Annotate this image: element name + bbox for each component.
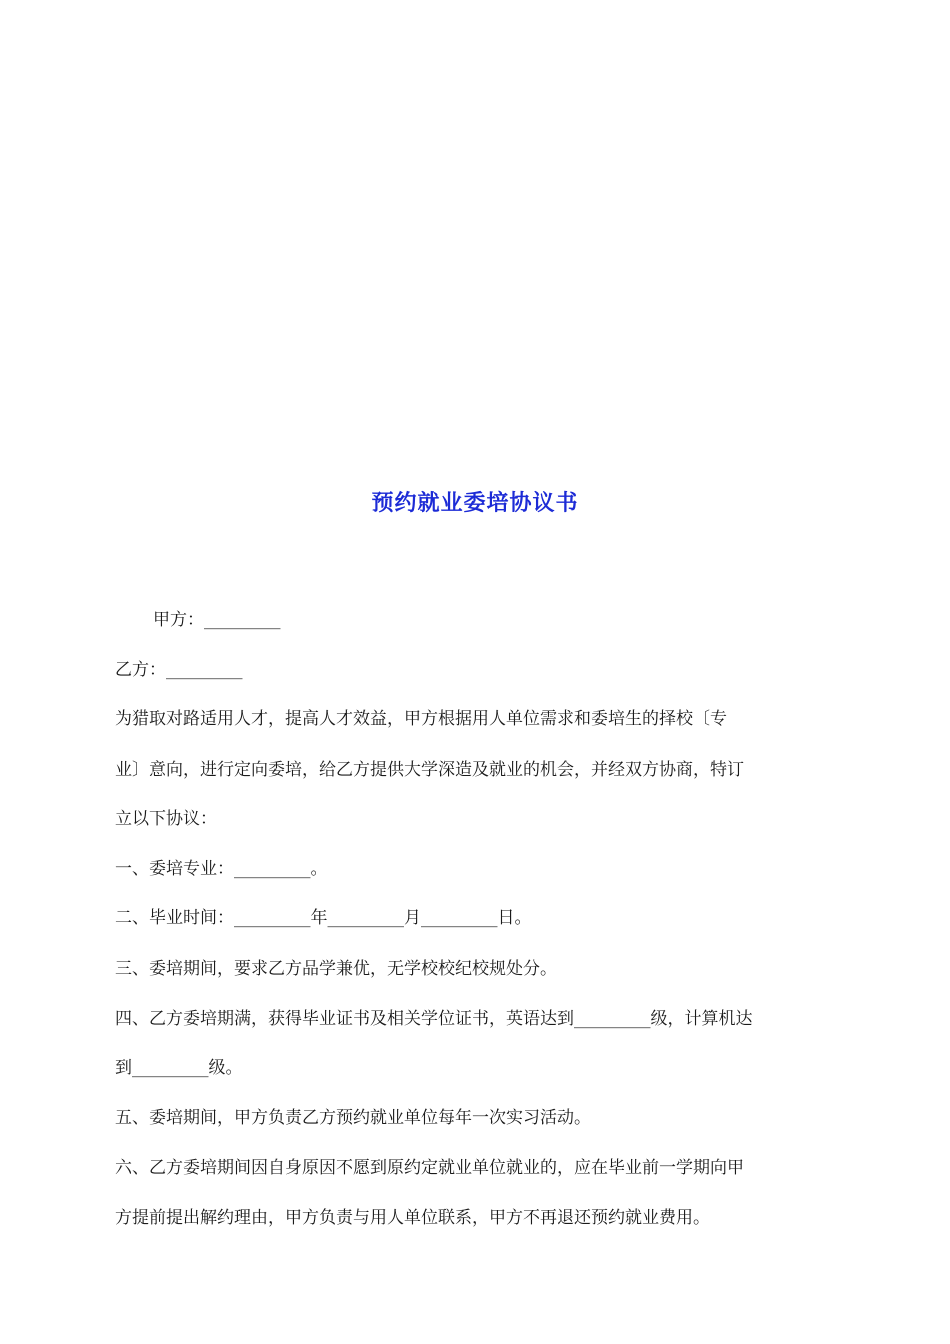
preamble-line-3: 立以下协议： <box>115 809 217 829</box>
preamble-line-2: 业〕意向，进行定向委培，给乙方提供大学深造及就业的机会，并经双方协商，特订 <box>115 760 744 780</box>
clause-1: 一、委培专业：_________。 <box>115 859 328 879</box>
document-title: 预约就业委培协议书 <box>371 490 579 516</box>
clause-2: 二、毕业时间：_________年_________月_________日。 <box>115 908 532 928</box>
party-a-line: 甲方：_________ <box>153 610 281 630</box>
clause-3: 三、委培期间，要求乙方品学兼优，无学校校纪校规处分。 <box>115 959 557 979</box>
clause-4-line-2: 到_________级。 <box>115 1058 243 1078</box>
preamble-line-1: 为猎取对路适用人才，提高人才效益，甲方根据用人单位需求和委培生的择校〔专 <box>115 709 727 729</box>
clause-6-line-2: 方提前提出解约理由，甲方负责与用人单位联系，甲方不再退还预约就业费用。 <box>115 1208 710 1228</box>
clause-6-line-1: 六、乙方委培期间因自身原因不愿到原约定就业单位就业的，应在毕业前一学期向甲 <box>115 1158 744 1178</box>
clause-4-line-1: 四、乙方委培期满，获得毕业证书及相关学位证书，英语达到_________级，计算机达 <box>115 1009 753 1029</box>
clause-5: 五、委培期间，甲方负责乙方预约就业单位每年一次实习活动。 <box>115 1108 591 1128</box>
party-b-line: 乙方：_________ <box>115 660 243 680</box>
